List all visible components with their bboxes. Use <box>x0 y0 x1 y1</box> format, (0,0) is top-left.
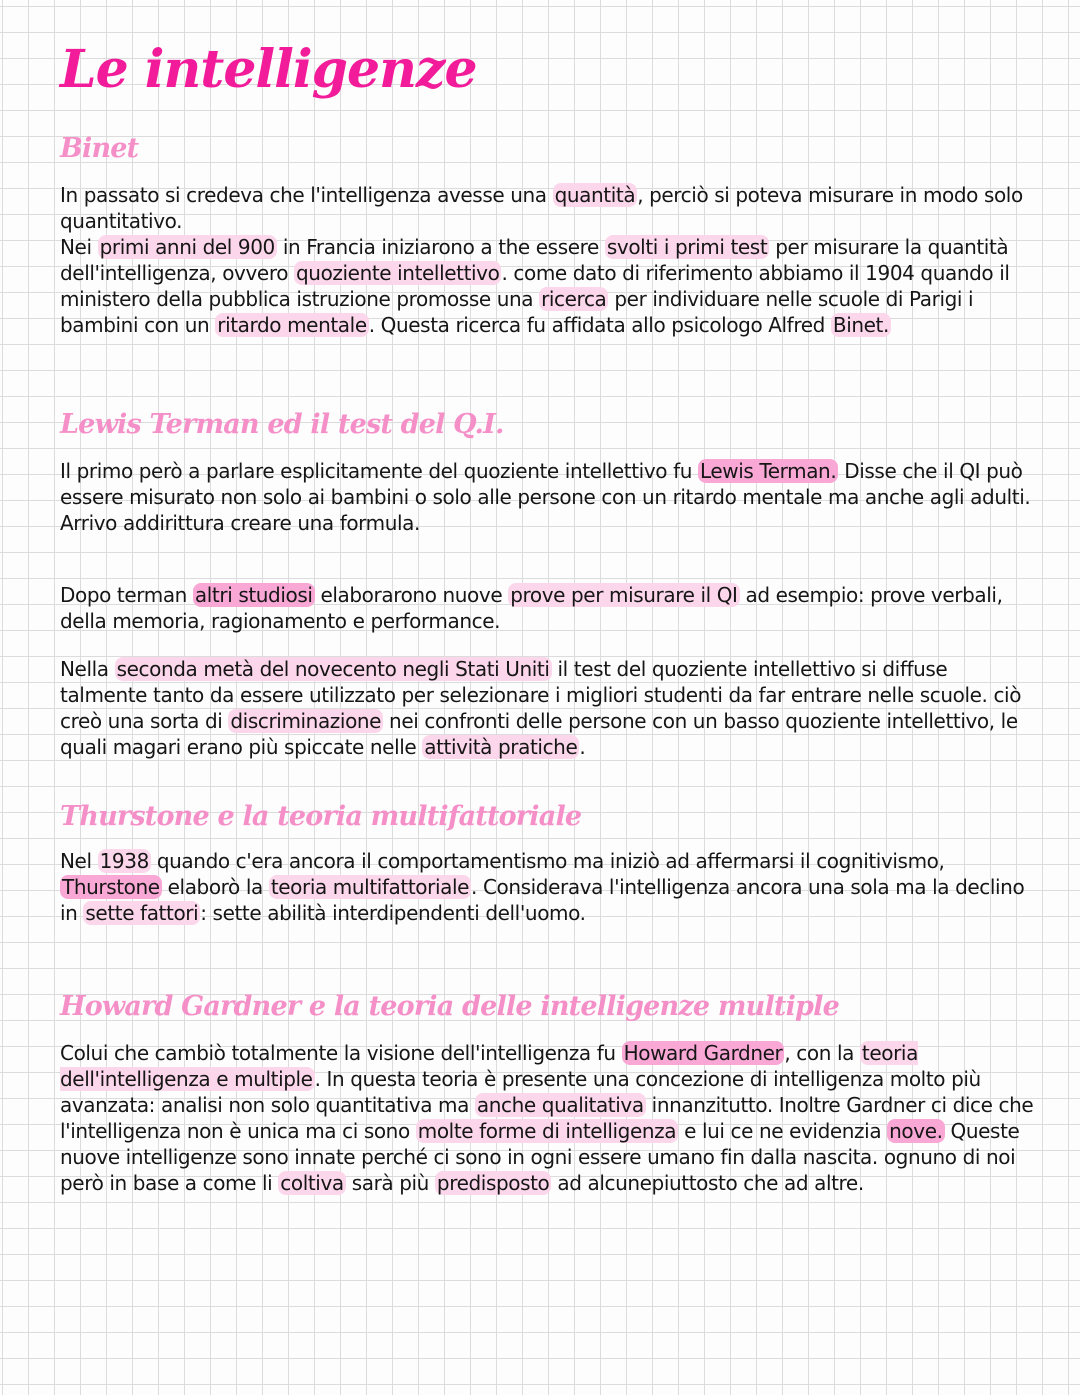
text-segment: nei confronti delle persone con un basso quoziente intellettivo, le quali magari erano più spiccate nelle <box>60 709 1018 759</box>
highlighted-text: molte forme di intelligenza <box>417 1119 677 1143</box>
text-segment: , con la <box>784 1041 860 1065</box>
paragraph <box>60 582 1035 634</box>
text-segment: In passato si credeva che l'intelligenza avesse una <box>60 183 553 207</box>
text-segment: Colui che cambiò totalmente la visione dell'intelligenza fu <box>60 1041 622 1065</box>
text-segment: . come dato di riferimento abbiamo il 1904 quando il ministero della pubblica istruzione promosse una <box>60 261 1010 311</box>
highlighted-text: altri studiosi <box>194 583 313 607</box>
highlighted-text: teoria dell'intelligenza e multiple <box>60 1041 918 1091</box>
section-heading: Thurstone e la teoria multifattoriale <box>60 801 582 832</box>
text-segment: . Questa ricerca fu affidata allo psicologo Alfred <box>368 313 831 337</box>
text-segment: Dopo terman <box>60 583 193 607</box>
text-segment: il test del quoziente intellettivo si diffuse talmente tanto da essere utilizzato per selezionare i migliori studenti da far entrare nelle scuole. ciò creò una sorta di <box>60 657 1022 733</box>
highlighted-text: anche qualitativa <box>476 1093 644 1117</box>
text-segment: : sette abilità interdipendenti dell'uomo. <box>200 901 586 925</box>
highlighted-text: nove. <box>889 1119 943 1143</box>
page-title: Le intelligenze <box>60 39 477 100</box>
highlighted-text: Howard Gardner <box>623 1041 783 1065</box>
text-segment: Nel <box>60 849 98 873</box>
text-segment: , perciò si poteva misurare in modo solo quantitativo. <box>60 183 1023 233</box>
highlighted-text: discriminazione <box>230 709 382 733</box>
section-heading: Binet <box>60 133 139 164</box>
highlighted-text: quantità <box>554 183 636 207</box>
text-segment: sarà più <box>345 1171 435 1195</box>
text-segment: . In questa teoria è presente una concezione di intelligenza molto più avanzata: analisi non solo quantitativa ma <box>60 1067 981 1117</box>
text-segment: Nella <box>60 657 115 681</box>
highlighted-text: quoziente intellettivo <box>296 261 500 285</box>
text-segment: innanzitutto. Inoltre Gardner ci dice che l'intelligenza non è unica ma ci sono <box>60 1093 1034 1143</box>
highlighted-text: seconda metà del novecento negli Stati Uniti <box>116 657 550 681</box>
highlighted-text: sette fattori <box>85 901 199 925</box>
text-segment: Disse che il QI può essere misurato non solo ai bambini o solo alle persone con un ritardo mentale ma anche agli adulti. Arrivo addirittura creare una formula. <box>60 459 1031 535</box>
highlighted-text: attività pratiche <box>424 735 578 759</box>
highlighted-text: teoria multifattoriale <box>270 875 470 899</box>
text-segment: in Francia iniziarono a the essere <box>276 235 605 259</box>
text-segment: per individuare nelle scuole di Parigi i bambini con un <box>60 287 974 337</box>
text-segment: . <box>579 735 586 759</box>
notes-content <box>60 0 1035 1395</box>
highlighted-text: 1938 <box>99 849 149 873</box>
text-segment: e lui ce ne evidenzia <box>678 1119 888 1143</box>
highlighted-text: svolti i primi test <box>606 235 768 259</box>
highlighted-text: coltiva <box>280 1171 344 1195</box>
highlighted-text: ritardo mentale <box>217 313 367 337</box>
paragraph <box>60 1040 1035 1196</box>
paragraph <box>60 182 1035 338</box>
paragraph <box>60 656 1035 760</box>
text-segment: per misurare la quantità dell'intelligenza, ovvero <box>60 235 1009 285</box>
text-segment: Queste nuove intelligenze sono innate perché ci sono in ogni essere umano fin dalla nascita. ognuno di noi però in base a come li <box>60 1119 1020 1195</box>
highlighted-text: Lewis Terman. <box>699 459 837 483</box>
highlighted-text: predisposto <box>436 1171 550 1195</box>
text-segment: . Considerava l'intelligenza ancora una sola ma la declino in <box>60 875 1025 925</box>
text-segment: ad esempio: prove verbali, della memoria, ragionamento e performance. <box>60 583 1003 633</box>
text-segment: ad alcunepiuttosto che ad altre. <box>551 1171 864 1195</box>
text-segment: elaborò la <box>161 875 269 899</box>
highlighted-text: prove per misurare il QI <box>510 583 738 607</box>
paragraph <box>60 848 1035 926</box>
paragraph <box>60 458 1035 536</box>
highlighted-text: ricerca <box>541 287 607 311</box>
highlighted-text: Thurstone <box>62 875 160 899</box>
highlighted-text: primi anni del 900 <box>99 235 275 259</box>
text-segment: elaborarono nuove <box>314 583 509 607</box>
section-heading: Lewis Terman ed il test del Q.I. <box>60 409 504 440</box>
highlighted-text: Binet. <box>832 313 889 337</box>
text-segment: Il primo però a parlare esplicitamente del quoziente intellettivo fu <box>60 459 698 483</box>
text-segment: quando c'era ancora il comportamentismo ma iniziò ad affermarsi il cognitivismo, <box>150 849 945 873</box>
section-heading: Howard Gardner e la teoria delle intelligenze multiple <box>60 991 839 1022</box>
text-segment: Nei <box>60 235 98 259</box>
